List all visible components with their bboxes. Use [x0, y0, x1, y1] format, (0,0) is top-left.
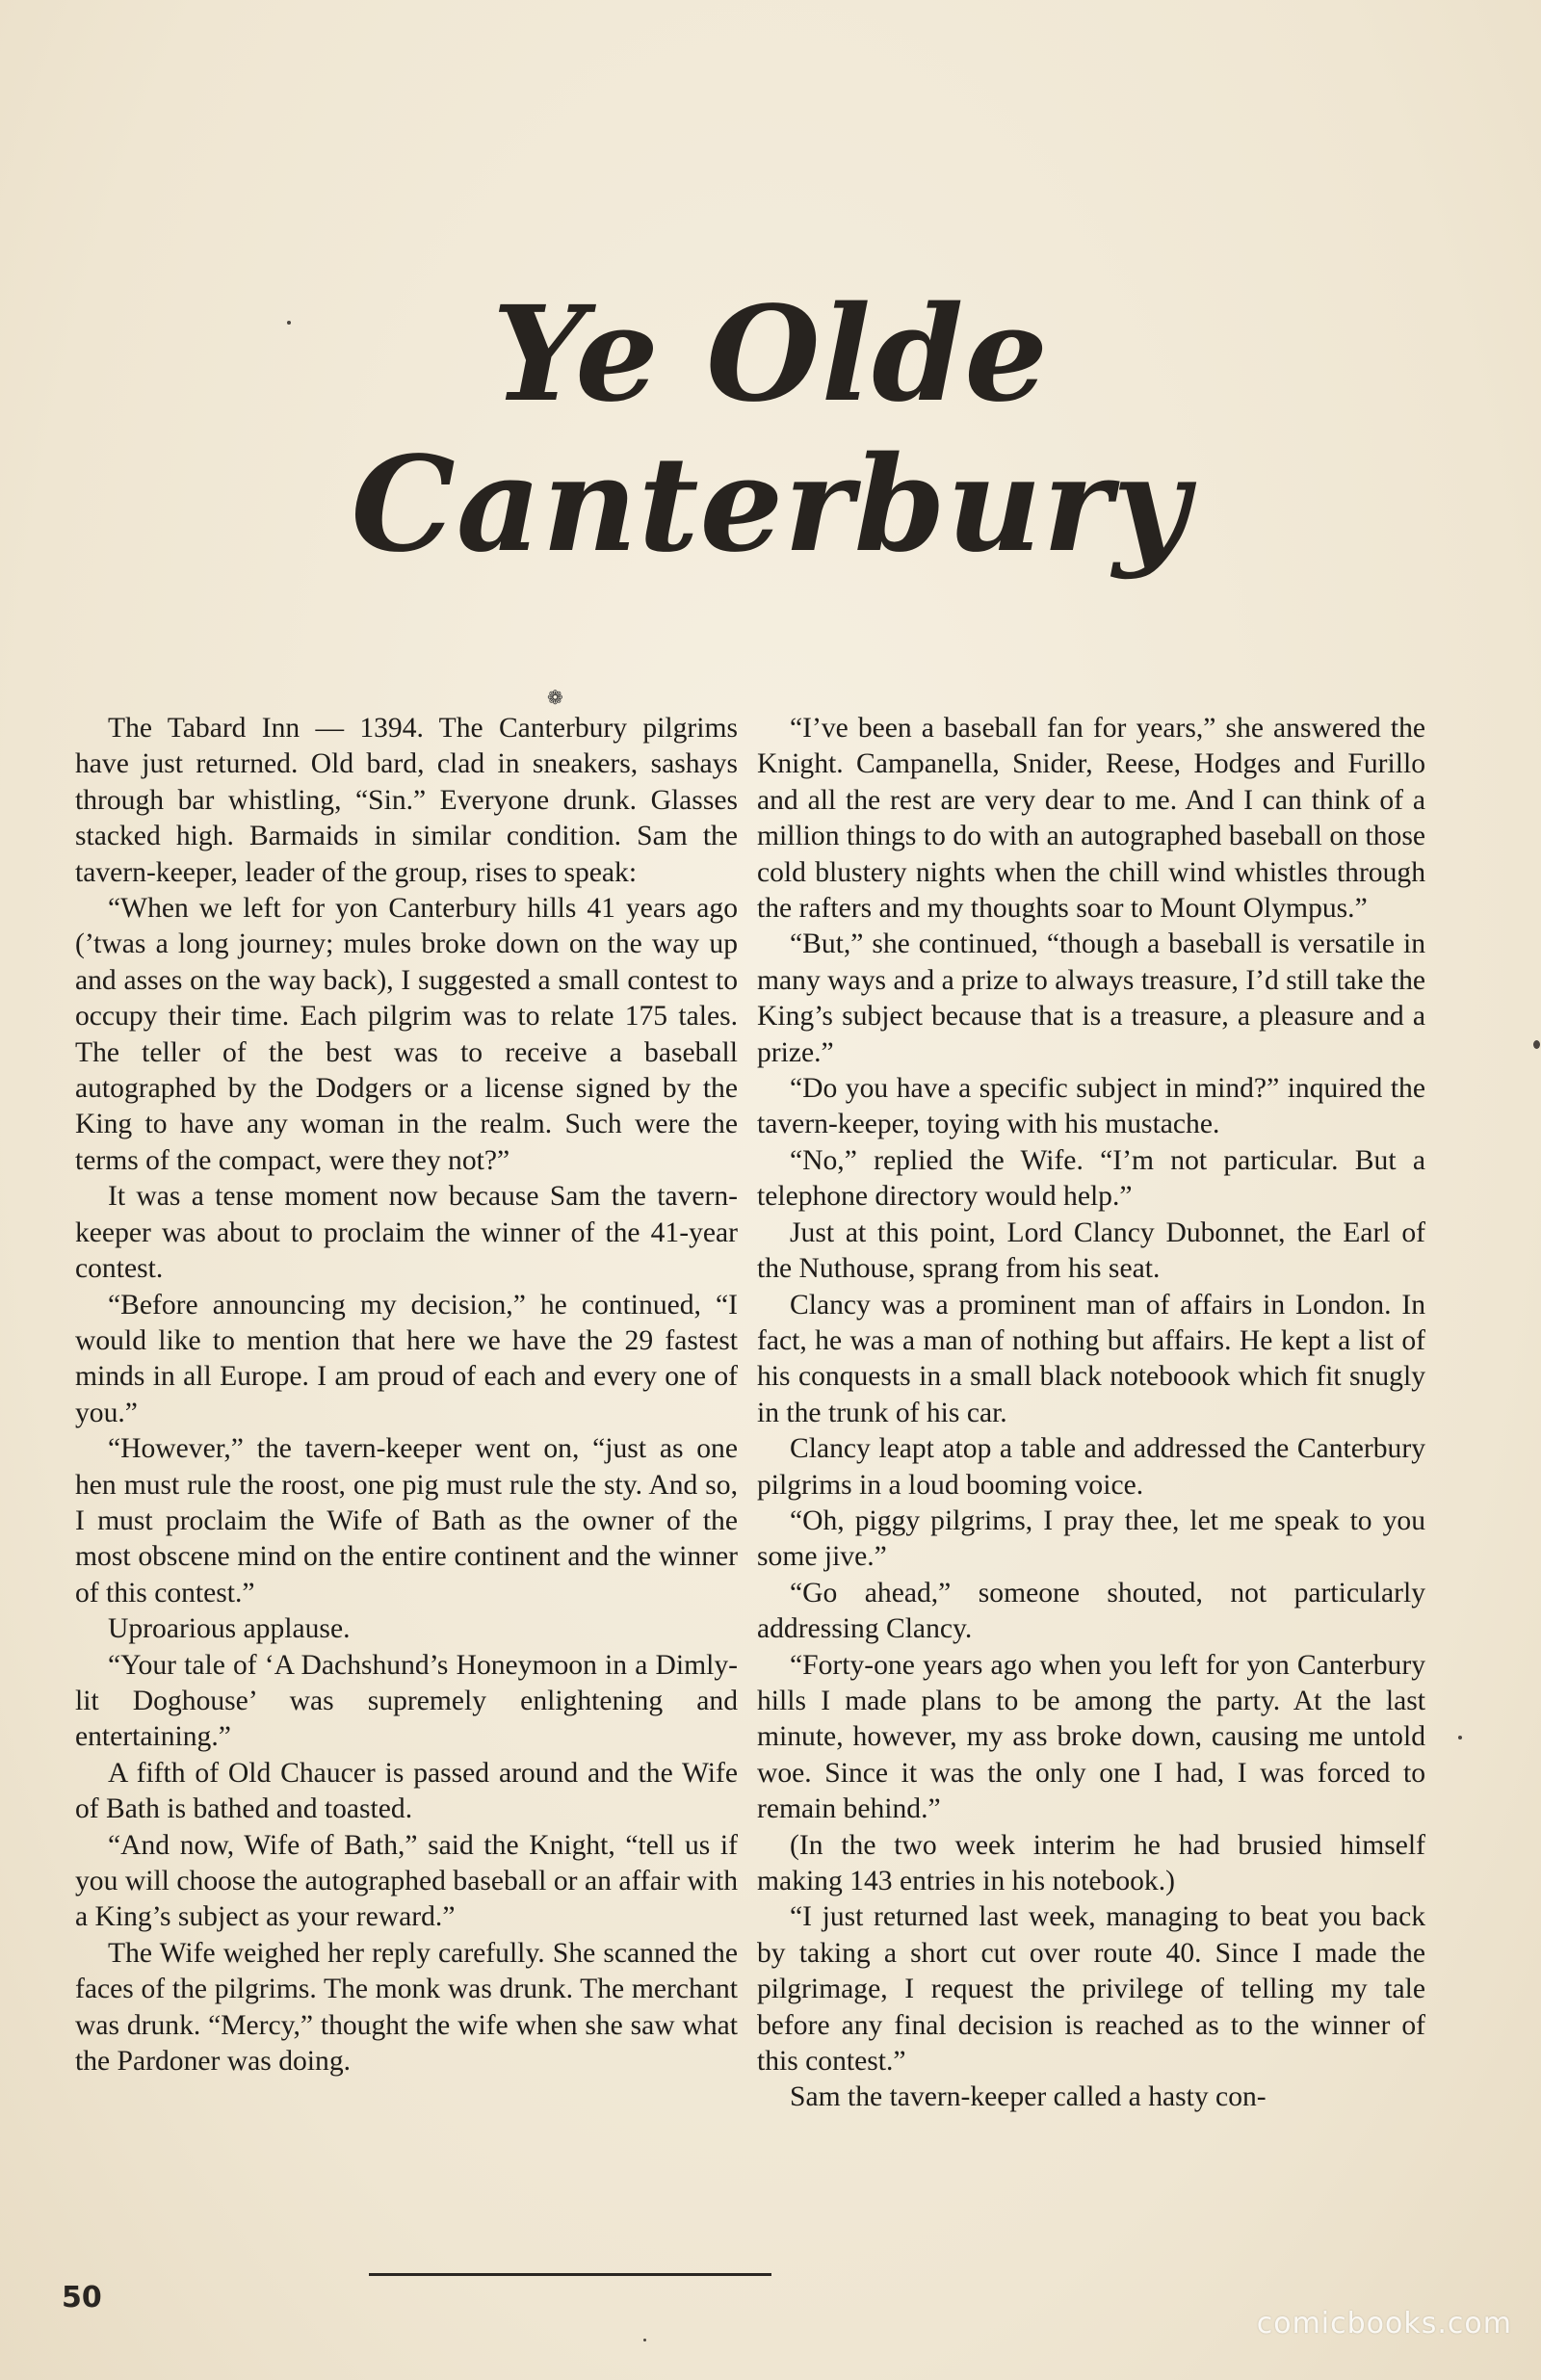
paragraph: “However,” the tavern-keeper went on, “just as one hen must rule the roost, one pig must rule the sty. And so, I must proclaim the Wife of Bath as the owner of the most obscene mind on the entire continent and the winner of this contest.” — [75, 1433, 738, 1608]
paragraph: “Go ahead,” someone shouted, not particularly addressing Clancy. — [757, 1577, 1425, 1645]
left-column — [75, 711, 738, 2079]
end-rule — [369, 2273, 771, 2276]
paragraph: Uproarious applause. — [108, 1613, 351, 1645]
paragraph: Clancy was a prominent man of affairs in London. In fact, he was a man of nothing but affairs. He kept a list of his conquests in a small black noteboook which fit snugly in the trunk of his car. — [757, 1289, 1425, 1428]
paragraph: A fifth of Old Chaucer is passed around and the Wife of Bath is bathed and toasted. — [75, 1757, 738, 1825]
paragraph: Clancy leapt atop a table and addressed the Canterbury pilgrims in a loud booming voice. — [757, 1433, 1425, 1501]
paragraph: It was a tense moment now because Sam the tavern-keeper was about to proclaim the winner of the 41-year contest. — [75, 1181, 738, 1285]
paragraph: Sam the tavern-keeper called a hasty con- — [790, 2081, 1267, 2113]
paragraph: (In the two week interim he had brusied himself making 143 entries in his notebook.) — [757, 1829, 1425, 1896]
paragraph: The Wife weighed her reply carefully. She scanned the faces of the pilgrims. The monk was drunk. The merchant was drunk. “Mercy,” thought the wife when she saw what the Pardoner was doing. — [75, 1937, 738, 2078]
paragraph: “Forty-one years ago when you left for yon Canterbury hills I made plans to be among the party. At the last minute, however, my ass broke down, causing me untold woe. Since it was the only one I had, I was forced to remain behind.” — [757, 1649, 1425, 1825]
ornament-icon: ❁ — [547, 688, 563, 709]
print-speck — [1533, 1040, 1540, 1049]
watermark: comicbooks.com — [1256, 2307, 1512, 2341]
paragraph: “Before announcing my decision,” he continued, “I would like to mention that here we have the 29 fastest minds in all Europe. I am proud of each and every one of you.” — [75, 1289, 738, 1428]
paragraph: “But,” she continued, “though a baseball is versatile in many ways and a prize to always treasure, I’d still take the King’s subject because that is a treasure, a pleasure and a prize.” — [757, 928, 1425, 1068]
paragraph: “And now, Wife of Bath,” said the Knight, “tell us if you will choose the autographed baseball or an affair with a King’s subject as your reward.” — [75, 1829, 738, 1933]
paragraph: “Your tale of ‘A Dachshund’s Honeymoon in a Dimly-lit Doghouse’ was supremely enlightening and entertaining.” — [75, 1649, 738, 1753]
title-line-2: Canterbury — [351, 428, 1190, 582]
paragraph: “When we left for yon Canterbury hills 41 years ago (’twas a long journey; mules broke down on the way up and asses on the way back), I suggested a small contest to occupy their time. Each pilgrim was to relate 175 tales. The teller of the best was to receive a baseball autographed by the Dodgers or a license signed by the King to have any woman in the realm. Such were the terms of the compact, were they not?” — [75, 893, 738, 1176]
page-number: 50 — [62, 2281, 102, 2315]
print-speck — [1458, 1736, 1462, 1739]
paragraph: “I’ve been a baseball fan for years,” she answered the Knight. Campanella, Snider, Reese, Hodges and Furillo and all the rest are very dear to me. And I can think of a million things to do with an autographed baseball on those cold blustery nights when the chill wind whistles through the rafters and my thoughts soar to Mount Olympus.” — [757, 713, 1425, 925]
story-title — [0, 279, 1541, 580]
paragraph: “Oh, piggy pilgrims, I pray thee, let me speak to you some jive.” — [757, 1504, 1425, 1573]
paragraph: Just at this point, Lord Clancy Dubonnet, the Earl of the Nuthouse, sprang from his seat. — [757, 1216, 1425, 1285]
paragraph: The Tabard Inn — 1394. The Canterbury pilgrims have just returned. Old bard, clad in sneakers, sashays through bar whistling, “Sin.” Everyone drunk. Glasses stacked high. Barmaids in similar condition. Sam the tavern-keeper, leader of the group, rises to speak: — [75, 713, 738, 888]
paragraph: “I just returned last week, managing to beat you back by taking a short cut over route 40. Since I made the pilgrimage, I request the privilege of telling my tale before any final decision is reached as to the winner of this contest.” — [757, 1901, 1425, 2078]
paragraph: “No,” replied the Wife. “I’m not particular. But a telephone directory would help.” — [757, 1144, 1425, 1213]
paragraph: “Do you have a specific subject in mind?” inquired the tavern-keeper, toying with his mustache. — [757, 1073, 1425, 1140]
title-line-1: Ye Olde — [492, 277, 1049, 432]
print-speck — [643, 2339, 646, 2341]
print-speck — [287, 321, 291, 325]
right-column — [757, 711, 1425, 2116]
